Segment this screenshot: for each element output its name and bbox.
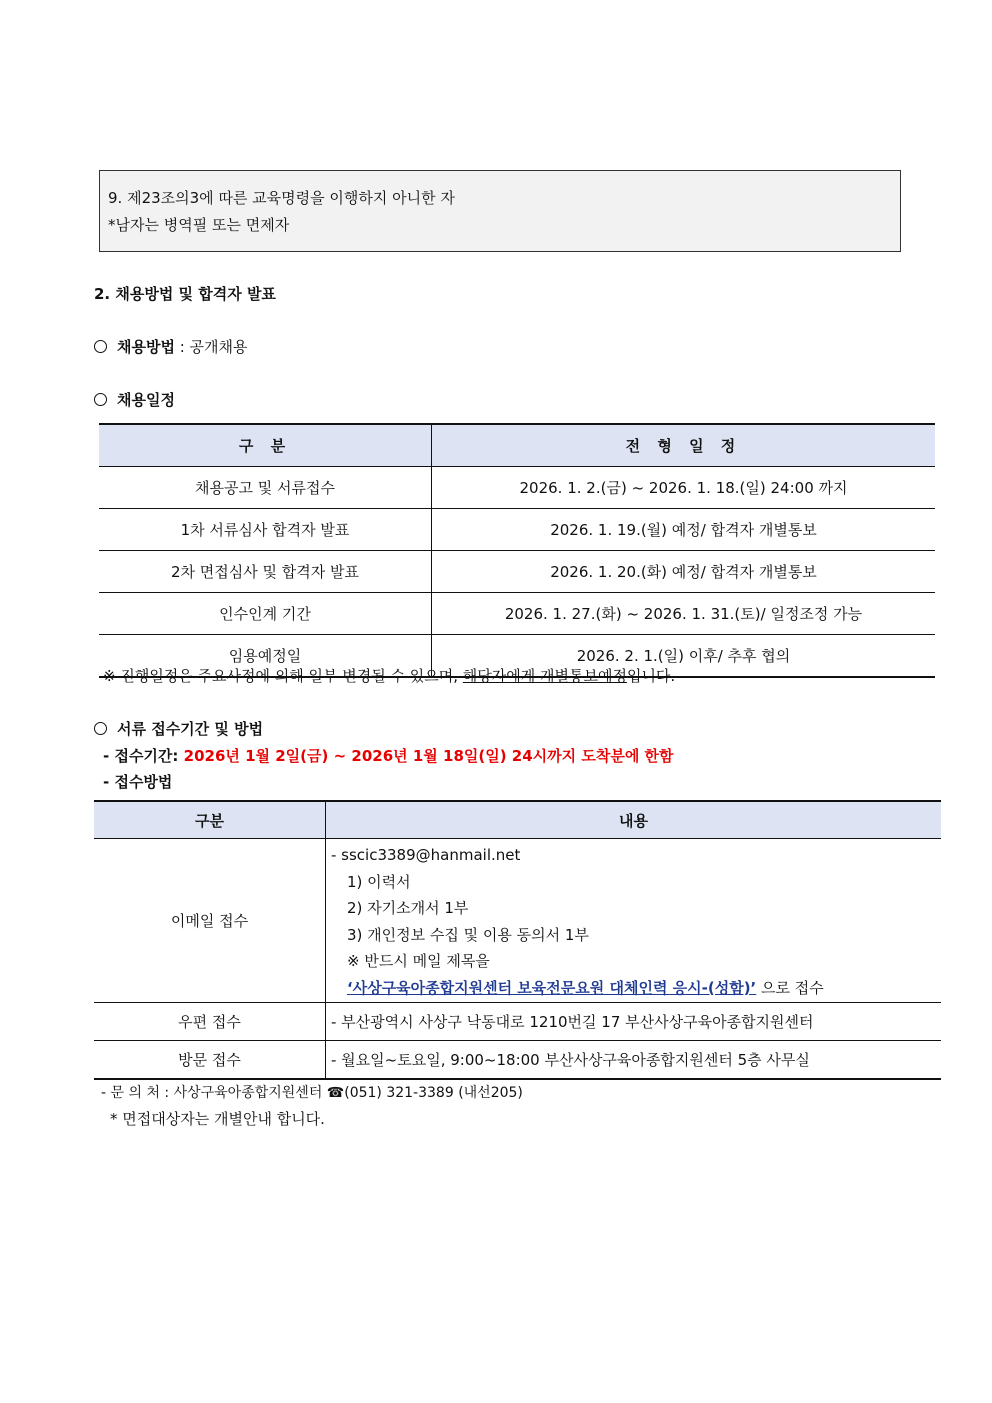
submission-method-table (94, 800, 941, 1080)
email-address: - sscic3389@hanmail.net (331, 846, 521, 864)
schedule-cell-date: 2026. 1. 27.(화) ~ 2026. 1. 31.(토)/ 일정조정 가능 (432, 593, 936, 635)
documents-period-label: - 접수기간: (103, 747, 184, 765)
schedule-cell-date: 2026. 1. 19.(월) 예정/ 합격자 개별통보 (432, 509, 936, 551)
schedule-header-category: 구 분 (99, 424, 432, 467)
post-submission-content: - 부산광역시 사상구 낙동대로 1210번길 17 부산사상구육아종합지원센터 (326, 1003, 942, 1041)
recruit-method-label: 채용방법 (117, 338, 175, 356)
email-subject-suffix: 으로 접수 (756, 978, 824, 997)
table-row (99, 467, 935, 509)
schedule-cell-stage: 2차 면접심사 및 합격자 발표 (99, 551, 432, 593)
documents-title: 서류 접수기간 및 방법 (117, 720, 264, 738)
table-row (94, 1041, 941, 1079)
schedule-note-prefix: ※ 진행일정은 주요사정에 의해 일부 변경될 수 있으며, (103, 667, 463, 685)
table-row (99, 509, 935, 551)
method-header-category: 구분 (94, 801, 326, 839)
schedule-cell-stage: 1차 서류심사 합격자 발표 (99, 509, 432, 551)
documents-period-line (103, 745, 674, 766)
post-submission-label: 우편 접수 (94, 1003, 326, 1041)
schedule-cell-stage: 채용공고 및 서류접수 (99, 467, 432, 509)
table-row (94, 839, 941, 1003)
schedule-cell-date: 2026. 1. 20.(화) 예정/ 합격자 개별통보 (432, 551, 936, 593)
schedule-note (103, 665, 675, 686)
schedule-header-date: 전 형 일 정 (432, 424, 936, 467)
schedule-cell-date: 2026. 1. 2.(금) ~ 2026. 1. 18.(일) 24:00 까지 (432, 467, 936, 509)
recruit-schedule-heading (94, 389, 175, 410)
method-header-row (94, 801, 941, 839)
required-document-item: 1) 이력서 (347, 872, 411, 891)
email-subject-format: ‘사상구육아종합지원센터 보육전문요원 대체인력 응시-(성함)’ (347, 978, 757, 997)
notice-line-1: 9. 제23조의3에 따른 교육명령을 이행하지 아니한 자 (108, 189, 455, 207)
notice-line-2: *남자는 병역필 또는 면제자 (108, 216, 290, 234)
visit-submission-content: - 월요일~토요일, 9:00~18:00 부산사상구육아종합지원센터 5층 사무실 (326, 1041, 942, 1079)
visit-submission-label: 방문 접수 (94, 1041, 326, 1079)
schedule-cell-stage: 임용예정일 (99, 635, 432, 678)
schedule-header-row (99, 424, 935, 467)
contact-info: - 문 의 처 : 사상구육아종합지원센터 ☎(051) 321-3389 (내선205) (101, 1085, 523, 1101)
required-document-item: 2) 자기소개서 1부 (347, 899, 469, 917)
email-submission-label: 이메일 접수 (94, 839, 326, 1003)
recruit-method-line (94, 336, 248, 357)
documents-heading (94, 718, 263, 739)
schedule-cell-date: 2026. 2. 1.(일) 이후/ 추후 협의 (432, 635, 936, 678)
documents-period-value: 2026년 1월 2일(금) ~ 2026년 1월 18일(일) 24시까지 도착분에 한함 (183, 747, 674, 765)
schedule-note-suffix: 입니다. (626, 667, 676, 685)
circle-bullet-icon (94, 722, 107, 735)
required-document-item: 3) 개인정보 수집 및 이용 동의서 1부 (347, 925, 589, 944)
section-2-title: 2. 채용방법 및 합격자 발표 (94, 285, 276, 303)
email-subject-notice: ※ 반드시 메일 제목을 (347, 952, 490, 970)
schedule-note-underline: 해당자에게 개별통보예정 (462, 667, 627, 685)
circle-bullet-icon (94, 340, 107, 353)
table-row (99, 551, 935, 593)
circle-bullet-icon (94, 393, 107, 406)
method-header-content: 내용 (326, 801, 942, 839)
schedule-cell-stage: 인수인계 기간 (99, 593, 432, 635)
documents-method-label: - 접수방법 (103, 773, 173, 791)
schedule-table (99, 423, 935, 678)
recruit-schedule-label: 채용일정 (117, 391, 175, 409)
email-submission-content (326, 839, 942, 1003)
interview-note: * 면접대상자는 개별안내 합니다. (110, 1110, 325, 1128)
email-subject-line (331, 975, 940, 1002)
table-row (94, 1003, 941, 1041)
disqualification-notice-box (99, 170, 901, 252)
table-row (99, 593, 935, 635)
recruit-method-value: : 공개채용 (174, 338, 248, 356)
